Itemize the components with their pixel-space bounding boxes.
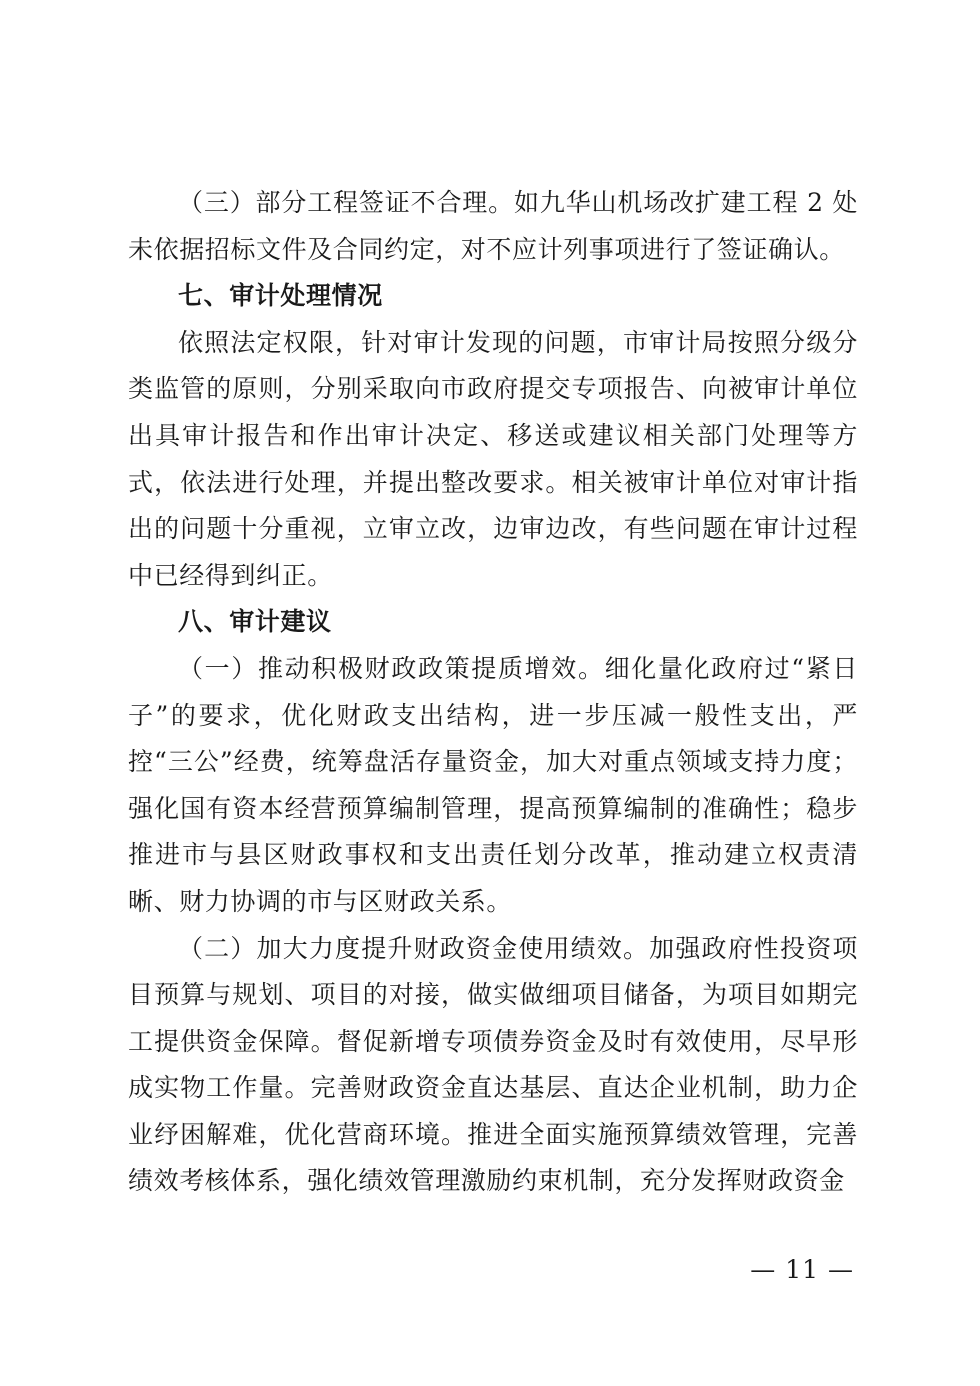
paragraph-fund-performance: （二）加大力度提升财政资金使用绩效。加强政府性投资项目预算与规划、项目的对接，做实做细项目储备，为项目如期完工提供资金保障。督促新增专项债券资金及时有效使用，尽早形成实物工作量。完善财政资金直达基层、直达企业机制，助力企业纾困解难，优化营商环境。推进全面实施预算绩效管理，完善绩效考核体系，强化绩效管理激励约束机制，充分发挥财政资金 [128, 933, 858, 1196]
section-heading-audit-suggestions: 八、审计建议 [178, 607, 332, 637]
paragraph-audit-handling: 依照法定权限，针对审计发现的问题，市审计局按照分级分类监管的原则，分别采取向市政府提交专项报告、向被审计单位出具审计报告和作出审计决定、移送或建议相关部门处理等方式，依法进行处理，并提出整改要求。相关被审计单位对审计指出的问题十分重视，立审立改，边审边改，有些问题在审计过程中已经得到纠正。 [128, 327, 858, 590]
page-number: — 11 — [750, 1255, 854, 1284]
section-heading-audit-handling: 七、审计处理情况 [178, 281, 383, 311]
paragraph-fiscal-policy: （一）推动积极财政政策提质增效。细化量化政府过“紧日子”的要求，优化财政支出结构，进一步压减一般性支出，严控“三公”经费，统筹盘活存量资金，加大对重点领域支持力度；强化国有资本经营预算编制管理，提高预算编制的准确性；稳步推进市与县区财政事权和支出责任划分改革，推动建立权责清晰、财力协调的市与区财政关系。 [128, 653, 858, 916]
paragraph-engineering-visa: （三）部分工程签证不合理。如九华山机场改扩建工程 2 处未依据招标文件及合同约定，对不应计列事项进行了签证确认。 [128, 188, 858, 264]
document-body [128, 180, 858, 1205]
